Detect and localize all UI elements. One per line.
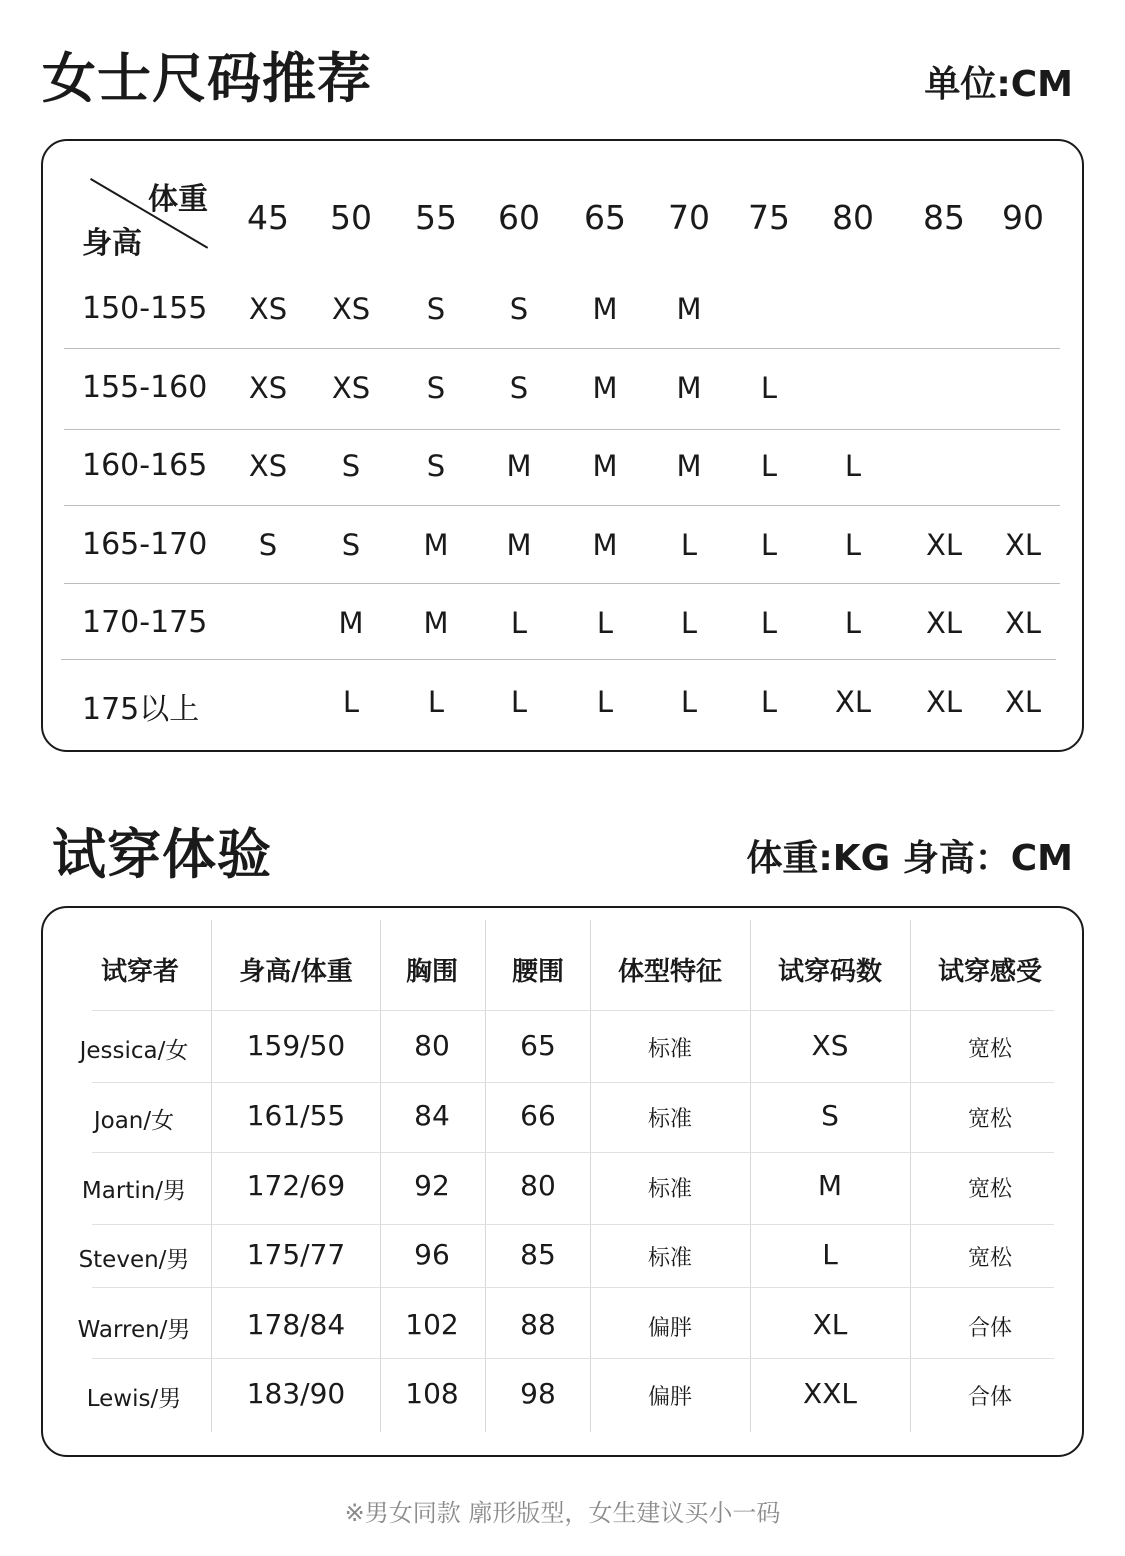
fit-cell: 标准 bbox=[647, 1246, 692, 1271]
fit-cell: 80 bbox=[520, 1169, 556, 1202]
fit-cell: S bbox=[821, 1099, 839, 1132]
fit-cell: 92 bbox=[414, 1169, 450, 1202]
size-cell: XL bbox=[925, 606, 963, 640]
fit-cell: 标准 bbox=[647, 1107, 692, 1132]
fit-cell: 88 bbox=[520, 1308, 556, 1341]
fit-cell: Joan/女 bbox=[93, 1108, 175, 1134]
height-range-label: 170-175 bbox=[82, 605, 208, 640]
size-cell: L bbox=[844, 449, 862, 483]
fit-cell: 80 bbox=[414, 1029, 450, 1062]
height-range-label: 165-170 bbox=[82, 527, 208, 562]
column-divider bbox=[910, 920, 911, 1432]
corner-weight-label: 体重 bbox=[148, 182, 208, 217]
size-cell: M bbox=[506, 449, 532, 483]
row-divider bbox=[92, 1010, 1054, 1011]
fit-cell: 84 bbox=[414, 1099, 450, 1132]
size-cell: L bbox=[427, 685, 445, 719]
size-cell: M bbox=[592, 528, 618, 562]
row-divider bbox=[64, 348, 1060, 349]
size-cell: XL bbox=[925, 685, 963, 719]
size-cell: XS bbox=[331, 292, 371, 326]
weight-header-6: 75 bbox=[748, 198, 790, 237]
size-cell: L bbox=[510, 606, 528, 640]
size-cell: M bbox=[676, 371, 702, 405]
row-divider bbox=[61, 659, 1056, 660]
fit-cell: XL bbox=[812, 1308, 848, 1341]
size-cell: L bbox=[760, 528, 778, 562]
weight-header-8: 85 bbox=[923, 198, 965, 237]
size-cell: M bbox=[592, 449, 618, 483]
size-cell: S bbox=[509, 371, 529, 405]
size-cell: M bbox=[338, 606, 364, 640]
weight-header-1: 50 bbox=[330, 198, 372, 237]
size-cell: M bbox=[676, 449, 702, 483]
size-cell: XL bbox=[1004, 528, 1042, 562]
column-header: 胸围 bbox=[405, 957, 458, 987]
fit-cell: 98 bbox=[520, 1377, 556, 1410]
column-header: 腰围 bbox=[511, 957, 564, 987]
column-divider bbox=[380, 920, 381, 1432]
fit-cell: 161/55 bbox=[246, 1099, 346, 1132]
fit-cell: 合体 bbox=[967, 1316, 1012, 1341]
column-header: 体型特征 bbox=[617, 957, 722, 987]
row-divider bbox=[64, 505, 1060, 506]
fit-cell: 85 bbox=[520, 1238, 556, 1271]
fit-cell: 标准 bbox=[647, 1177, 692, 1202]
size-cell: L bbox=[844, 606, 862, 640]
weight-header-5: 70 bbox=[668, 198, 710, 237]
weight-header-2: 55 bbox=[415, 198, 457, 237]
size-cell: L bbox=[760, 449, 778, 483]
fit-cell: 102 bbox=[405, 1308, 459, 1341]
size-cell: L bbox=[760, 606, 778, 640]
size-cell: M bbox=[506, 528, 532, 562]
fit-cell: 宽松 bbox=[967, 1177, 1012, 1202]
height-range-label: 160-165 bbox=[82, 448, 208, 483]
size-cell: XL bbox=[1004, 606, 1042, 640]
size-cell: M bbox=[423, 528, 449, 562]
size-cell: XL bbox=[925, 528, 963, 562]
fit-cell: L bbox=[822, 1238, 838, 1271]
row-divider bbox=[92, 1358, 1054, 1359]
fit-cell: 66 bbox=[520, 1099, 556, 1132]
size-cell: XL bbox=[834, 685, 872, 719]
fit-cell: XXL bbox=[803, 1377, 857, 1410]
row-divider bbox=[92, 1287, 1054, 1288]
column-header: 试穿者 bbox=[100, 957, 179, 987]
column-divider bbox=[750, 920, 751, 1432]
row-divider bbox=[92, 1082, 1054, 1083]
fit-cell: Lewis/男 bbox=[86, 1386, 182, 1412]
row-divider bbox=[64, 429, 1060, 430]
size-cell: S bbox=[341, 449, 361, 483]
fit-cell: 偏胖 bbox=[647, 1316, 692, 1341]
corner-height-label: 身高 bbox=[82, 226, 142, 261]
fit-cell: 合体 bbox=[967, 1385, 1012, 1410]
weight-header-7: 80 bbox=[832, 198, 874, 237]
row-divider bbox=[64, 583, 1060, 584]
fit-cell: 标准 bbox=[647, 1037, 692, 1062]
column-divider bbox=[590, 920, 591, 1432]
fit-cell: Jessica/女 bbox=[79, 1038, 189, 1064]
fit-cell: 宽松 bbox=[967, 1107, 1012, 1132]
column-header: 身高/体重 bbox=[239, 957, 353, 987]
size-cell: M bbox=[592, 292, 618, 326]
column-header: 试穿码数 bbox=[777, 957, 882, 987]
fit-cell: M bbox=[817, 1169, 843, 1202]
fit-cell: Warren/男 bbox=[77, 1317, 191, 1343]
column-header: 试穿感受 bbox=[937, 957, 1042, 987]
size-cell: L bbox=[680, 606, 698, 640]
fit-cell: 178/84 bbox=[246, 1308, 346, 1341]
size-cell: S bbox=[509, 292, 529, 326]
size-cell: XL bbox=[1004, 685, 1042, 719]
size-cell: XS bbox=[248, 449, 288, 483]
size-cell: S bbox=[258, 528, 278, 562]
fit-cell: 172/69 bbox=[246, 1169, 346, 1202]
size-cell: L bbox=[680, 528, 698, 562]
fit-cell: 159/50 bbox=[246, 1029, 346, 1062]
size-cell: S bbox=[426, 449, 446, 483]
row-divider bbox=[92, 1224, 1054, 1225]
fit-cell: XS bbox=[811, 1029, 849, 1062]
size-cell: L bbox=[596, 606, 614, 640]
height-range-label: 150-155 bbox=[82, 291, 208, 326]
fit-cell: 65 bbox=[520, 1029, 556, 1062]
size-cell: L bbox=[596, 685, 614, 719]
size-cell: XS bbox=[248, 371, 288, 405]
size-cell: L bbox=[760, 371, 778, 405]
fit-cell: 偏胖 bbox=[647, 1385, 692, 1410]
column-divider bbox=[211, 920, 212, 1432]
weight-header-0: 45 bbox=[247, 198, 289, 237]
fit-cell: 175/77 bbox=[246, 1238, 346, 1271]
weight-header-4: 65 bbox=[584, 198, 626, 237]
size-cell: XS bbox=[248, 292, 288, 326]
size-cell: L bbox=[510, 685, 528, 719]
size-cell: M bbox=[676, 292, 702, 326]
size-cell: S bbox=[426, 371, 446, 405]
row-divider bbox=[92, 1152, 1054, 1153]
size-cell: S bbox=[341, 528, 361, 562]
fit-cell: Steven/男 bbox=[78, 1247, 190, 1273]
size-cell: XS bbox=[331, 371, 371, 405]
size-chart-unit: 单位:CM bbox=[924, 64, 1073, 105]
size-cell: L bbox=[680, 685, 698, 719]
fit-cell: 宽松 bbox=[967, 1246, 1012, 1271]
size-cell: M bbox=[423, 606, 449, 640]
fit-cell: Martin/男 bbox=[81, 1178, 187, 1204]
fit-cell: 96 bbox=[414, 1238, 450, 1271]
column-divider bbox=[485, 920, 486, 1432]
fit-test-title: 试穿体验 bbox=[52, 823, 272, 886]
fit-cell: 183/90 bbox=[246, 1377, 346, 1410]
fit-test-unit: 体重:KG 身高：CM bbox=[746, 838, 1073, 879]
size-cell: M bbox=[592, 371, 618, 405]
fit-cell: 108 bbox=[405, 1377, 459, 1410]
height-range-label: 175以上 bbox=[82, 692, 200, 727]
size-chart-title: 女士尺码推荐 bbox=[42, 47, 372, 110]
size-cell: L bbox=[760, 685, 778, 719]
weight-header-3: 60 bbox=[498, 198, 540, 237]
size-cell: L bbox=[844, 528, 862, 562]
footer-note: ※男女同款 廓形版型，女生建议买小一码 bbox=[344, 1499, 781, 1527]
weight-header-9: 90 bbox=[1002, 198, 1044, 237]
size-cell: S bbox=[426, 292, 446, 326]
height-range-label: 155-160 bbox=[82, 370, 208, 405]
size-cell: L bbox=[342, 685, 360, 719]
fit-cell: 宽松 bbox=[967, 1037, 1012, 1062]
